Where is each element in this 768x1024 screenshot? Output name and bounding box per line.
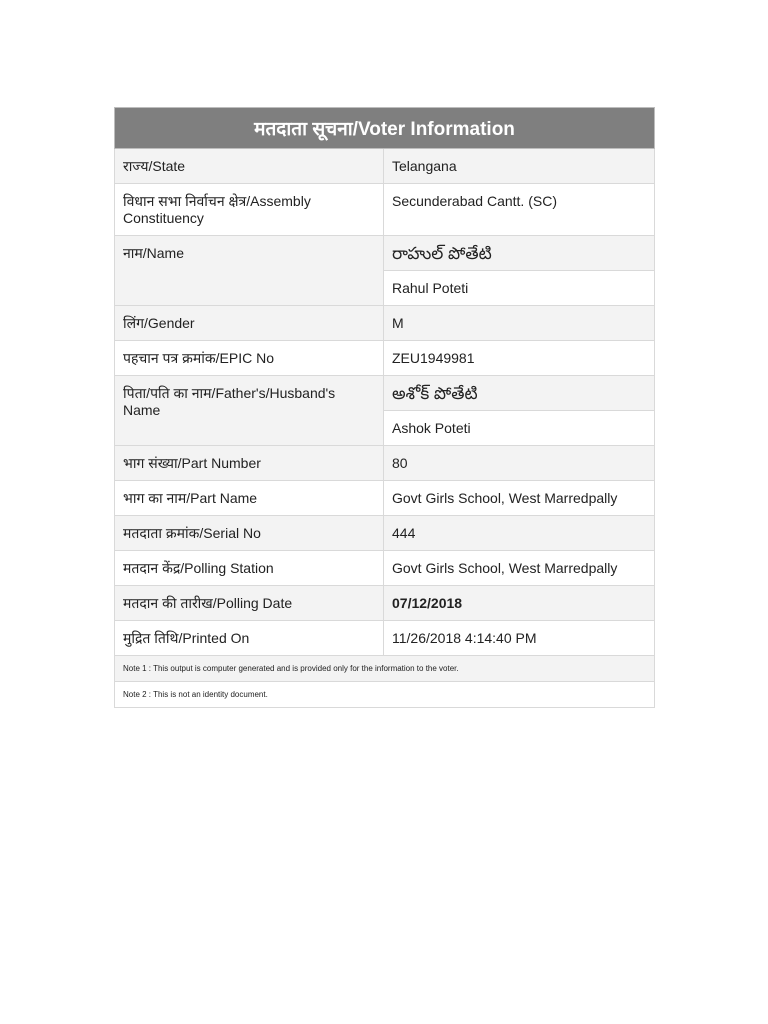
father-row <box>115 376 655 411</box>
state-label: राज्य/State <box>115 149 384 184</box>
voter-information-document <box>114 107 654 708</box>
part-name-label: भाग का नाम/Part Name <box>115 481 384 516</box>
name-value: Rahul Poteti <box>384 271 655 306</box>
polling-station-label: मतदान केंद्र/Polling Station <box>115 551 384 586</box>
serial-row <box>115 516 655 551</box>
state-value: Telangana <box>384 149 655 184</box>
part-number-label: भाग संख्या/Part Number <box>115 446 384 481</box>
serial-value: 444 <box>384 516 655 551</box>
part-number-value: 80 <box>384 446 655 481</box>
table-header-row <box>115 108 655 149</box>
printed-on-row <box>115 621 655 656</box>
name-value-telugu: రాహుల్ పోతేటి <box>384 236 655 271</box>
polling-date-row <box>115 586 655 621</box>
father-value: Ashok Poteti <box>384 411 655 446</box>
assembly-value: Secunderabad Cantt. (SC) <box>384 184 655 236</box>
part-name-row <box>115 481 655 516</box>
gender-row <box>115 306 655 341</box>
part-name-value: Govt Girls School, West Marredpally <box>384 481 655 516</box>
father-value-telugu: అశోక్ పోతేటి <box>384 376 655 411</box>
state-row <box>115 149 655 184</box>
polling-date-label: मतदान की तारीख/Polling Date <box>115 586 384 621</box>
printed-on-label: मुद्रित तिथि/Printed On <box>115 621 384 656</box>
assembly-row <box>115 184 655 236</box>
part-number-row <box>115 446 655 481</box>
assembly-label: विधान सभा निर्वाचन क्षेत्र/Assembly Constituency <box>115 184 384 236</box>
epic-value: ZEU1949981 <box>384 341 655 376</box>
serial-label: मतदाता क्रमांक/Serial No <box>115 516 384 551</box>
voter-information-table <box>114 107 655 708</box>
epic-label: पहचान पत्र क्रमांक/EPIC No <box>115 341 384 376</box>
printed-on-value: 11/26/2018 4:14:40 PM <box>384 621 655 656</box>
epic-row <box>115 341 655 376</box>
gender-value: M <box>384 306 655 341</box>
note-1-row <box>115 656 655 682</box>
gender-label: लिंग/Gender <box>115 306 384 341</box>
table-title: मतदाता सूचना/Voter Information <box>115 108 655 149</box>
note-2: Note 2 : This is not an identity document. <box>115 682 655 708</box>
note-1: Note 1 : This output is computer generated and is provided only for the information to the voter. <box>115 656 655 682</box>
name-label: नाम/Name <box>115 236 384 306</box>
polling-station-value: Govt Girls School, West Marredpally <box>384 551 655 586</box>
name-row <box>115 236 655 271</box>
polling-date-value: 07/12/2018 <box>384 586 655 621</box>
polling-station-row <box>115 551 655 586</box>
father-label: पिता/पति का नाम/Father's/Husband's Name <box>115 376 384 446</box>
note-2-row <box>115 682 655 708</box>
